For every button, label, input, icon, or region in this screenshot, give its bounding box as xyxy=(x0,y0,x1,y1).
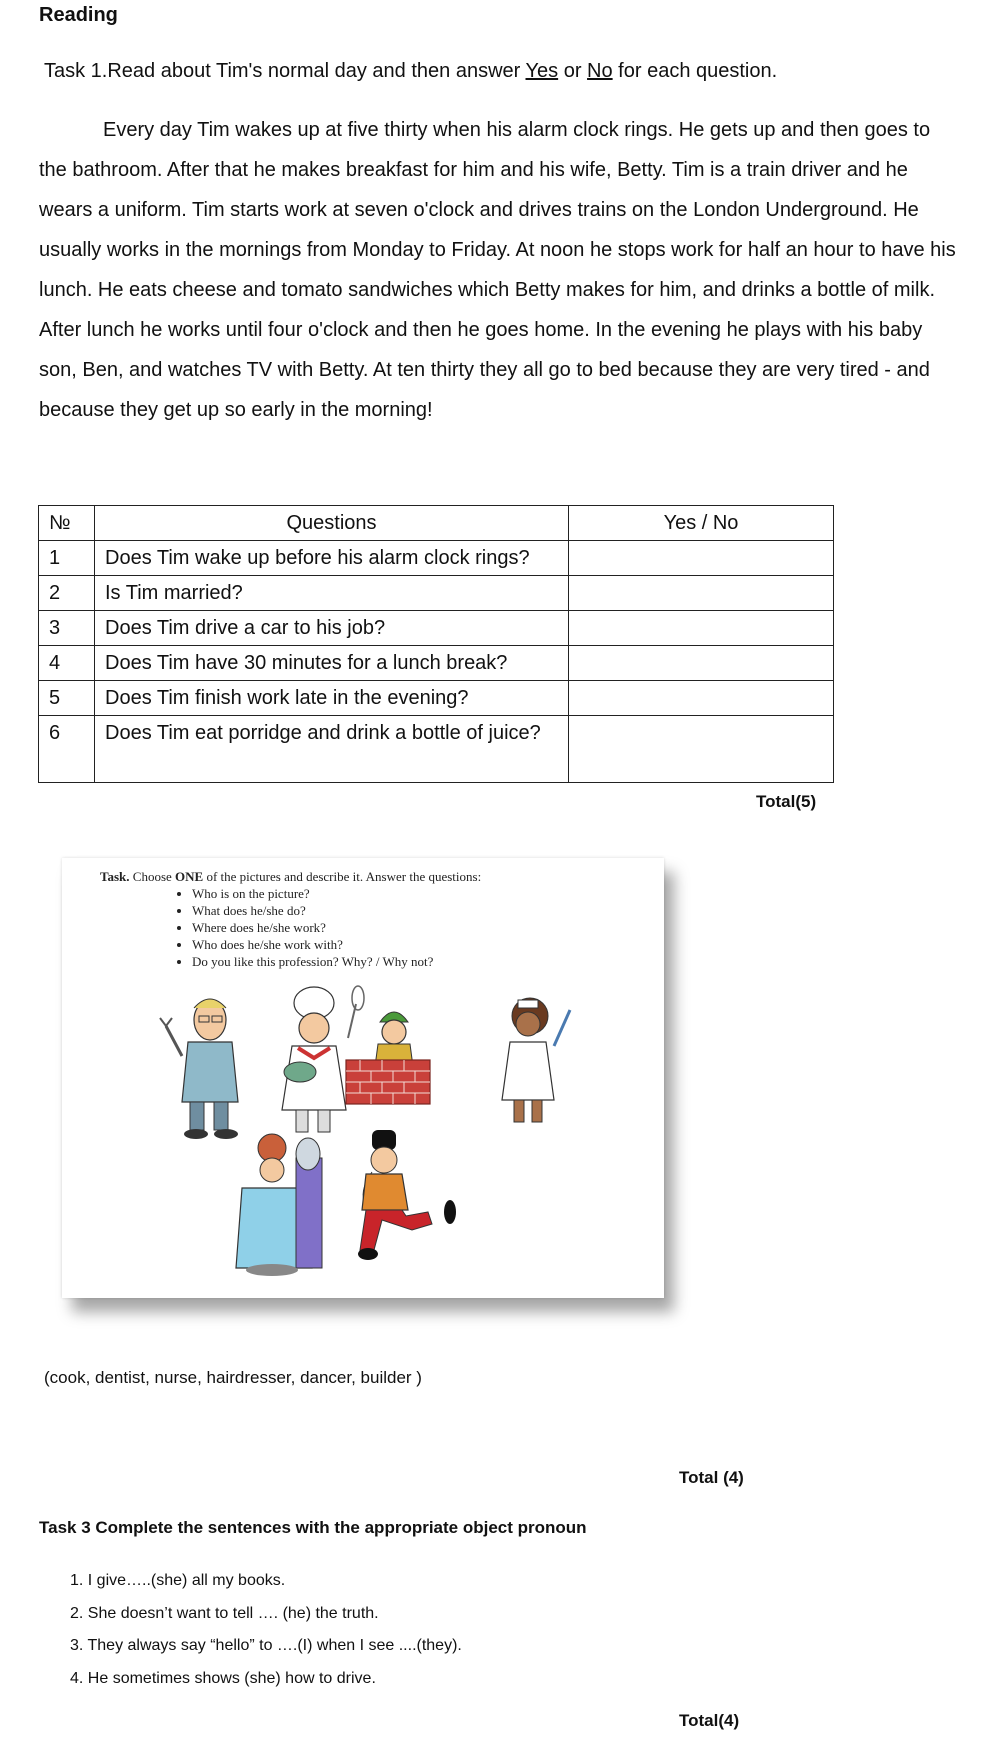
list-item: 4. He sometimes shows (she) how to drive. xyxy=(70,1669,376,1687)
card-text xyxy=(100,868,481,970)
list-item: • What does he/she do? xyxy=(192,902,481,919)
nurse-figure xyxy=(502,998,570,1122)
row-question: Does Tim eat porridge and drink a bottle of juice? xyxy=(95,716,569,783)
list-item: 3. They always say “hello” to ….(I) when I see ....(they). xyxy=(70,1637,462,1654)
header-yes-no: Yes / No xyxy=(569,506,834,541)
task1-instruction xyxy=(44,60,777,83)
table-row xyxy=(39,716,834,783)
passage-text: Every day Tim wakes up at five thirty when his alarm clock rings. He gets up and then goes to the bathroom. After that he makes breakfast for him and his wife, Betty. Tim is a train driver and he wears a uniform. Tim starts work at seven o'clock and drives trains on the London Underground. He usually works in the mornings from Monday to Friday. At noon he stops work for half an hour to have his lunch. He eats cheese and tomato sandwiches which Betty makes for him, and drinks a bottle of milk. After lunch he works until four o'clock and then he goes home. In the evening he plays with his baby son, Ben, and watches TV with Betty. At ten thirty they all go to bed because they are very tired - and because they get up so early in the morning! xyxy=(39,119,956,421)
task3-instruction: Task 3 Complete the sentences with the appropriate object pronoun xyxy=(39,1518,587,1537)
task3-list xyxy=(70,1565,462,1695)
row-number: 2 xyxy=(39,576,95,611)
table-row xyxy=(39,576,834,611)
row-question: Does Tim have 30 minutes for a lunch break? xyxy=(95,646,569,681)
row-number: 1 xyxy=(39,541,95,576)
row-question: Does Tim drive a car to his job? xyxy=(95,611,569,646)
reading-passage xyxy=(39,110,959,430)
task1-prefix: Task 1.Read about Tim's normal day and then answer xyxy=(44,60,526,82)
row-number: 3 xyxy=(39,611,95,646)
list-item: 1. I give…..(she) all my books. xyxy=(70,1572,286,1589)
card-title xyxy=(100,868,481,885)
list-item: • Who is on the picture? xyxy=(192,885,481,902)
total-task2: Total (4) xyxy=(679,1468,744,1487)
header-number: № xyxy=(39,506,95,541)
questions-table xyxy=(38,505,834,783)
card-title-one: ONE xyxy=(175,869,204,884)
card-title-mid: Choose xyxy=(129,869,176,884)
row-answer[interactable] xyxy=(569,681,834,716)
list-item: • Who does he/she work with? xyxy=(192,936,481,953)
card-question-list xyxy=(100,885,481,970)
table-row xyxy=(39,681,834,716)
cook-figure xyxy=(282,986,364,1132)
row-answer[interactable] xyxy=(569,541,834,576)
dentist-figure xyxy=(160,999,238,1139)
profession-choices: (cook, dentist, nurse, hairdresser, dancer, builder ) xyxy=(44,1368,422,1387)
task1-no: No xyxy=(587,60,613,82)
row-answer[interactable] xyxy=(569,576,834,611)
task1-or: or xyxy=(558,60,588,82)
task1-suffix: for each question. xyxy=(612,60,778,82)
header-questions: Questions xyxy=(95,506,569,541)
dancer-figure xyxy=(358,1130,456,1260)
card-title-rest: of the pictures and describe it. Answer the questions: xyxy=(203,869,482,884)
builder-figure xyxy=(346,1012,430,1104)
table-row xyxy=(39,646,834,681)
list-item: • Do you like this profession? Why? / Why not? xyxy=(192,953,481,970)
table-row xyxy=(39,611,834,646)
card-title-bold: Task. xyxy=(100,869,130,884)
picture-task-card xyxy=(62,858,664,1298)
hairdresser-figure xyxy=(236,1134,322,1276)
row-answer[interactable] xyxy=(569,611,834,646)
list-item: • Where does he/she work? xyxy=(192,919,481,936)
task1-yes: Yes xyxy=(525,60,559,82)
table-header-row xyxy=(39,506,834,541)
row-number: 4 xyxy=(39,646,95,681)
total-task3: Total(4) xyxy=(679,1711,740,1730)
total-task1: Total(5) xyxy=(756,792,817,811)
list-item: 2. She doesn’t want to tell …. (he) the truth. xyxy=(70,1604,379,1622)
reading-heading: Reading xyxy=(39,4,118,26)
row-question: Does Tim finish work late in the evening? xyxy=(95,681,569,716)
table-row xyxy=(39,541,834,576)
row-number: 6 xyxy=(39,716,95,783)
row-question: Does Tim wake up before his alarm clock rings? xyxy=(95,541,569,576)
row-number: 5 xyxy=(39,681,95,716)
row-answer[interactable] xyxy=(569,716,834,783)
row-question: Is Tim married? xyxy=(95,576,569,611)
row-answer[interactable] xyxy=(569,646,834,681)
